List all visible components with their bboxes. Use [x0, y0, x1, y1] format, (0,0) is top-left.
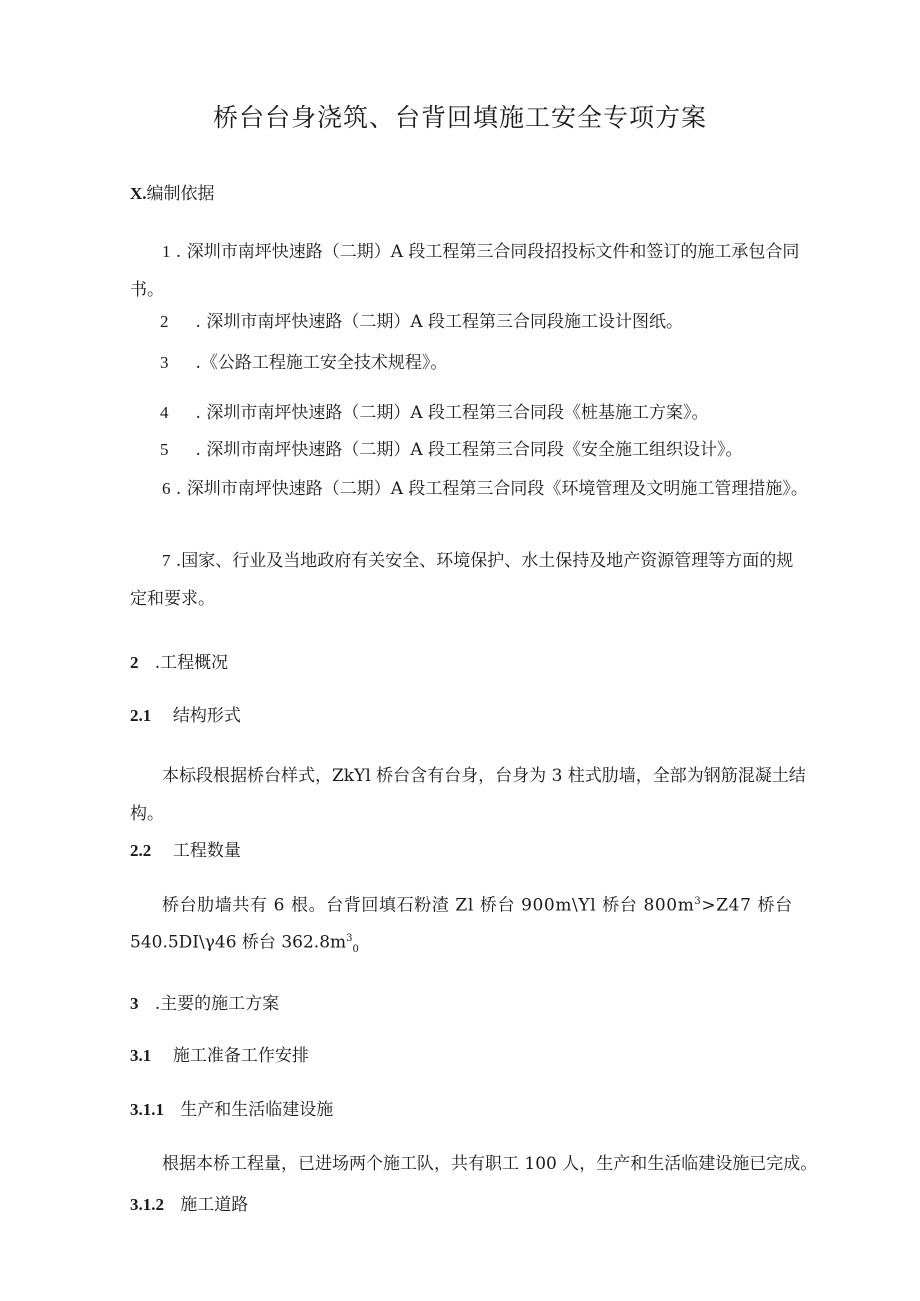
section-number: X.	[130, 184, 147, 203]
section-3-heading	[130, 993, 279, 1015]
basis-item-4	[160, 402, 709, 424]
section-number: 2	[130, 653, 139, 672]
section-number: 2.1	[130, 706, 152, 725]
item-number: 2	[160, 312, 169, 331]
section-title: 结构形式	[172, 706, 241, 726]
item-text: . 深圳市南坪快速路（二期）A 段工程第三合同段施工设计图纸。	[195, 312, 684, 332]
unit-superscript: 3	[694, 896, 702, 907]
section-2-2-heading	[130, 840, 241, 862]
document-title: 桥台台身浇筑、台背回填施工安全专项方案	[212, 103, 707, 132]
item-number: 1	[162, 242, 171, 261]
section-title: 施工准备工作安排	[172, 1046, 309, 1066]
quantity-text: 540.5DI\γ46 桥台 362.8m	[130, 932, 347, 953]
section-title: 施工道路	[180, 1195, 249, 1215]
basis-item-2	[160, 311, 683, 333]
unit-superscript: 3	[346, 933, 353, 944]
section-1-heading	[130, 183, 215, 205]
section-number: 3.1	[130, 1046, 152, 1065]
item-number: 7	[162, 551, 171, 570]
section-number: 3	[130, 994, 139, 1013]
section-number: 3.1.1	[130, 1100, 164, 1119]
item-text: . 深圳市南坪快速路（二期）A 段工程第三合同段《环境管理及文明施工管理措施》。	[175, 479, 808, 499]
item-text: . 深圳市南坪快速路（二期）A 段工程第三合同段《桩基施工方案》。	[195, 403, 709, 423]
section-title: 生产和生活临建设施	[180, 1100, 334, 1120]
item-number: 3	[160, 353, 169, 372]
basis-item-1	[130, 233, 810, 309]
item-text: . 深圳市南坪快速路（二期）A 段工程第三合同段招投标文件和签订的施工承包合同书。	[130, 242, 800, 300]
item-number: 5	[160, 440, 169, 459]
quantity-text: >Z47 桥台	[701, 895, 793, 916]
item-number: 6	[162, 479, 171, 498]
item-number: 4	[160, 403, 169, 422]
item-text: .《公路工程施工安全技术规程》。	[195, 353, 448, 373]
item-text: . 深圳市南坪快速路（二期）A 段工程第三合同段《安全施工组织设计》。	[195, 440, 743, 460]
section-number: 3.1.2	[130, 1195, 164, 1214]
section-3-1-2-heading	[130, 1194, 248, 1216]
section-2-heading	[130, 652, 228, 674]
paragraph-2-2-line-1	[162, 891, 793, 917]
item-text: .国家、行业及当地政府有关安全、环境保护、水土保持及地产资源管理等方面的规定和要求。	[130, 551, 794, 609]
section-title: .工程概况	[154, 653, 229, 673]
section-title: .主要的施工方案	[154, 994, 280, 1014]
section-number: 2.2	[130, 841, 152, 860]
paragraph-2-2-line-2	[130, 928, 359, 961]
basis-item-6	[130, 470, 810, 508]
paragraph-2-1: 本标段根据桥台样式，ZkYl 桥台含有台身，台身为 3 柱式肋墙，全部为钢筋混凝土结构。	[130, 766, 806, 824]
basis-item-7	[130, 542, 810, 618]
unit-subscript: 0	[352, 944, 359, 956]
section-3-1-heading	[130, 1045, 309, 1067]
quantity-text: 桥台肋墙共有 6 根。台背回填石粉渣 Zl 桥台 900m\Yl 桥台 800m	[162, 895, 695, 916]
paragraph-3-1-1: 根据本桥工程量，已进场两个施工队，共有职工 100 人，生产和生活临建设施已完成。	[162, 1154, 818, 1174]
basis-item-3	[160, 352, 447, 374]
section-title: 工程数量	[172, 841, 241, 861]
section-3-1-1-heading	[130, 1099, 333, 1121]
section-title: 编制依据	[146, 184, 215, 204]
section-2-1-heading	[130, 705, 241, 727]
basis-item-5	[160, 439, 743, 461]
